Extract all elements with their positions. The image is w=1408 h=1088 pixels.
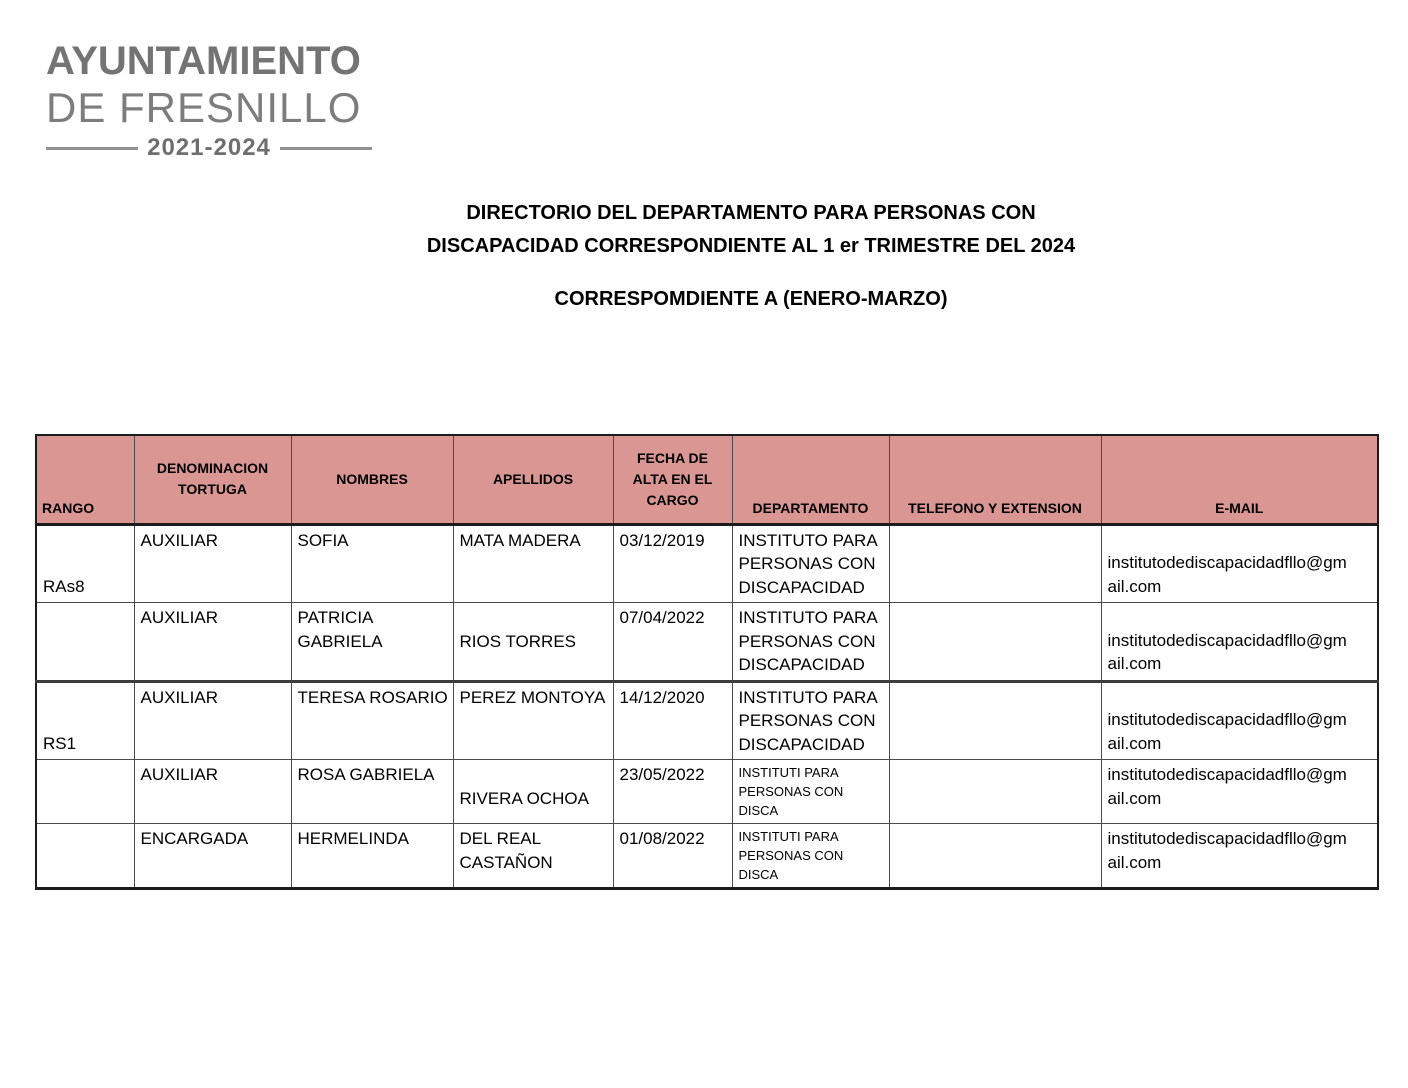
cell-email: institutodediscapacidadfllo@gmail.com — [1101, 824, 1378, 889]
cell-telefono-extension — [889, 524, 1101, 603]
ayuntamiento-logo — [46, 38, 372, 162]
logo-years: 2021-2024 — [147, 134, 271, 161]
col-header-rango: RANGO — [36, 435, 134, 524]
cell-telefono-extension — [889, 760, 1101, 824]
cell-apellidos: RIVERA OCHOA — [453, 760, 613, 824]
cell-telefono-extension — [889, 603, 1101, 682]
col-header-nombres: NOMBRES — [291, 435, 453, 524]
cell-apellidos: MATA MADERA — [453, 524, 613, 603]
table-header-row — [36, 435, 1378, 524]
col-header-email: E-MAIL — [1101, 435, 1378, 524]
cell-denominacion-tortuga: AUXILIAR — [134, 681, 291, 760]
col-header-telefono-extension: TELEFONO Y EXTENSION — [889, 435, 1101, 524]
col-header-departamento: DEPARTAMENTO — [732, 435, 889, 524]
cell-fecha-alta: 14/12/2020 — [613, 681, 732, 760]
cell-departamento: INSTITUTI PARA PERSONAS CON DISCA — [732, 824, 889, 889]
col-header-denominacion-tortuga: DENOMINACION TORTUGA — [134, 435, 291, 524]
cell-rango — [36, 603, 134, 682]
cell-departamento: INSTITUTO PARA PERSONAS CON DISCAPACIDAD — [732, 524, 889, 603]
table-row — [36, 524, 1378, 603]
cell-email: institutodediscapacidadfllo@gmail.com — [1101, 603, 1378, 682]
cell-telefono-extension — [889, 824, 1101, 889]
logo-subname: DE FRESNILLO — [46, 84, 362, 131]
logo-name: AYUNTAMIENTO — [46, 39, 361, 83]
cell-departamento: INSTITUTO PARA PERSONAS CON DISCAPACIDAD — [732, 681, 889, 760]
cell-rango — [36, 760, 134, 824]
cell-telefono-extension — [889, 681, 1101, 760]
cell-nombres: PATRICIA GABRIELA — [291, 603, 453, 682]
divider-line — [46, 147, 138, 150]
cell-nombres: TERESA ROSARIO — [291, 681, 453, 760]
cell-email: institutodediscapacidadfllo@gmail.com — [1101, 524, 1378, 603]
cell-fecha-alta: 07/04/2022 — [613, 603, 732, 682]
cell-nombres: ROSA GABRIELA — [291, 760, 453, 824]
cell-denominacion-tortuga: ENCARGADA — [134, 824, 291, 889]
document-title — [95, 197, 1407, 316]
directory-table — [35, 434, 1379, 890]
cell-departamento: INSTITUTO PARA PERSONAS CON DISCAPACIDAD — [732, 603, 889, 682]
cell-nombres: SOFIA — [291, 524, 453, 603]
cell-fecha-alta: 01/08/2022 — [613, 824, 732, 889]
logo-years-row — [46, 134, 372, 162]
cell-denominacion-tortuga: AUXILIAR — [134, 760, 291, 824]
title-line-2: DISCAPACIDAD CORRESPONDIENTE AL 1 er TRIMESTRE DEL 2024 — [426, 235, 1076, 257]
cell-rango: RAs8 — [36, 524, 134, 603]
cell-fecha-alta: 23/05/2022 — [613, 760, 732, 824]
cell-denominacion-tortuga: AUXILIAR — [134, 524, 291, 603]
table-row — [36, 603, 1378, 682]
title-line-1: DIRECTORIO DEL DEPARTAMENTO PARA PERSONAS CON — [466, 202, 1036, 224]
table-row — [36, 760, 1378, 824]
title-line-3: CORRESPOMDIENTE A (ENERO-MARZO) — [554, 288, 948, 310]
cell-nombres: HERMELINDA — [291, 824, 453, 889]
cell-departamento: INSTITUTI PARA PERSONAS CON DISCA — [732, 760, 889, 824]
table-row — [36, 824, 1378, 889]
cell-rango: RS1 — [36, 681, 134, 760]
cell-email: institutodediscapacidadfllo@gmail.com — [1101, 760, 1378, 824]
cell-fecha-alta: 03/12/2019 — [613, 524, 732, 603]
cell-apellidos: DEL REAL CASTAÑON — [453, 824, 613, 889]
col-header-fecha-alta: FECHA DE ALTA EN EL CARGO — [613, 435, 732, 524]
cell-rango — [36, 824, 134, 889]
col-header-apellidos: APELLIDOS — [453, 435, 613, 524]
cell-apellidos: RIOS TORRES — [453, 603, 613, 682]
divider-line — [280, 147, 372, 150]
cell-apellidos: PEREZ MONTOYA — [453, 681, 613, 760]
cell-email: institutodediscapacidadfllo@gmail.com — [1101, 681, 1378, 760]
cell-denominacion-tortuga: AUXILIAR — [134, 603, 291, 682]
table-row — [36, 681, 1378, 760]
